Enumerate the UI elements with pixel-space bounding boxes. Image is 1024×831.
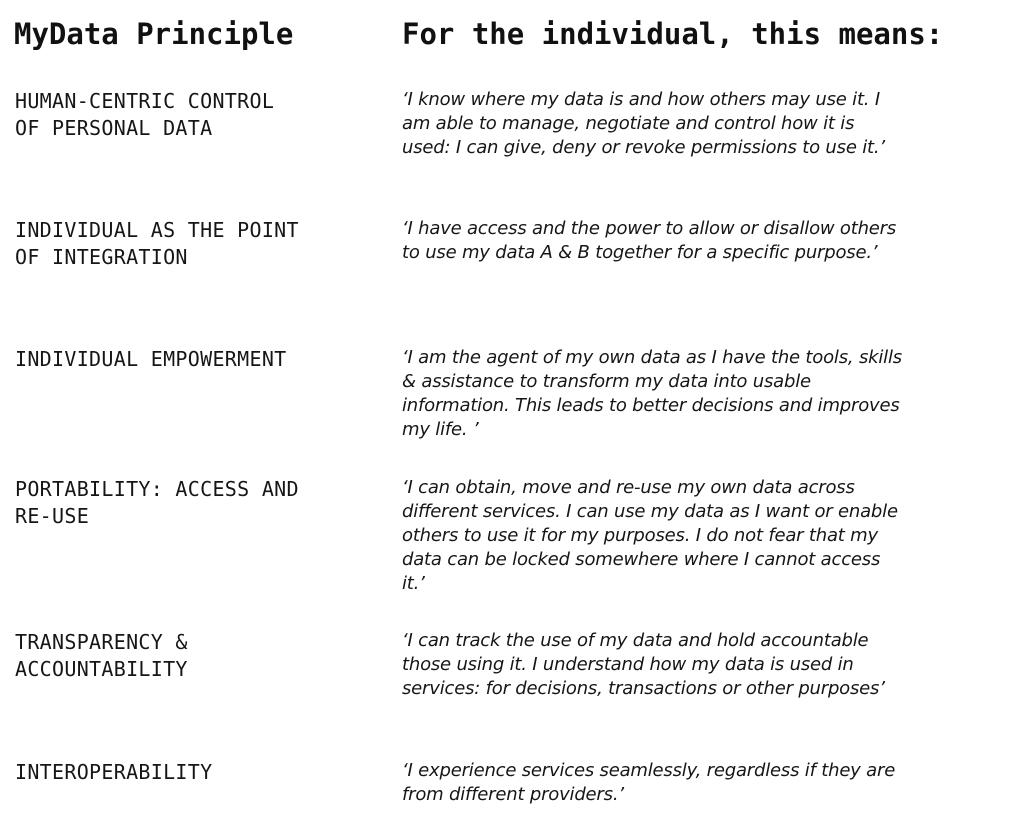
principle-name: INDIVIDUAL AS THE POINT OF INTEGRATION [15, 218, 299, 269]
principle-name: HUMAN-CENTRIC CONTROL OF PERSONAL DATA [15, 89, 275, 140]
principle-name: PORTABILITY: ACCESS AND RE-USE [15, 477, 299, 528]
principle-name: INDIVIDUAL EMPOWERMENT [15, 347, 287, 371]
principle-meaning: ‘I know where my data is and how others may use it. I am able to manage, negotiate and control how it is used: I can give, deny or revoke permissions to use it.’ [402, 89, 885, 158]
principle-column-header: MyData Principle [14, 17, 294, 51]
principle-name: INTEROPERABILITY [15, 760, 213, 784]
principle-meaning: ‘I have access and the power to allow or disallow others to use my data A & B together for a specific purpose.’ [402, 218, 897, 263]
principle-meaning: ‘I experience services seamlessly, regardless if they are from different providers.’ [402, 760, 896, 805]
meaning-column-header: For the individual, this means: [402, 17, 944, 51]
principle-meaning: ‘I can obtain, move and re-use my own data across different services. I can use my data as I want or enable others to use it for my purposes. I do not fear that my data can be locked somewhere where I cannot access it.’ [402, 477, 898, 594]
principle-meaning: ‘I can track the use of my data and hold accountable those using it. I understand how my data is used in services: for decisions, transactions or other purposes’ [402, 630, 885, 699]
principle-meaning: ‘I am the agent of my own data as I have the tools, skills & assistance to transform my data into usable information. This leads to better decisions and improves my life. ’ [402, 347, 902, 440]
principle-name: TRANSPARENCY & ACCOUNTABILITY [15, 630, 188, 681]
